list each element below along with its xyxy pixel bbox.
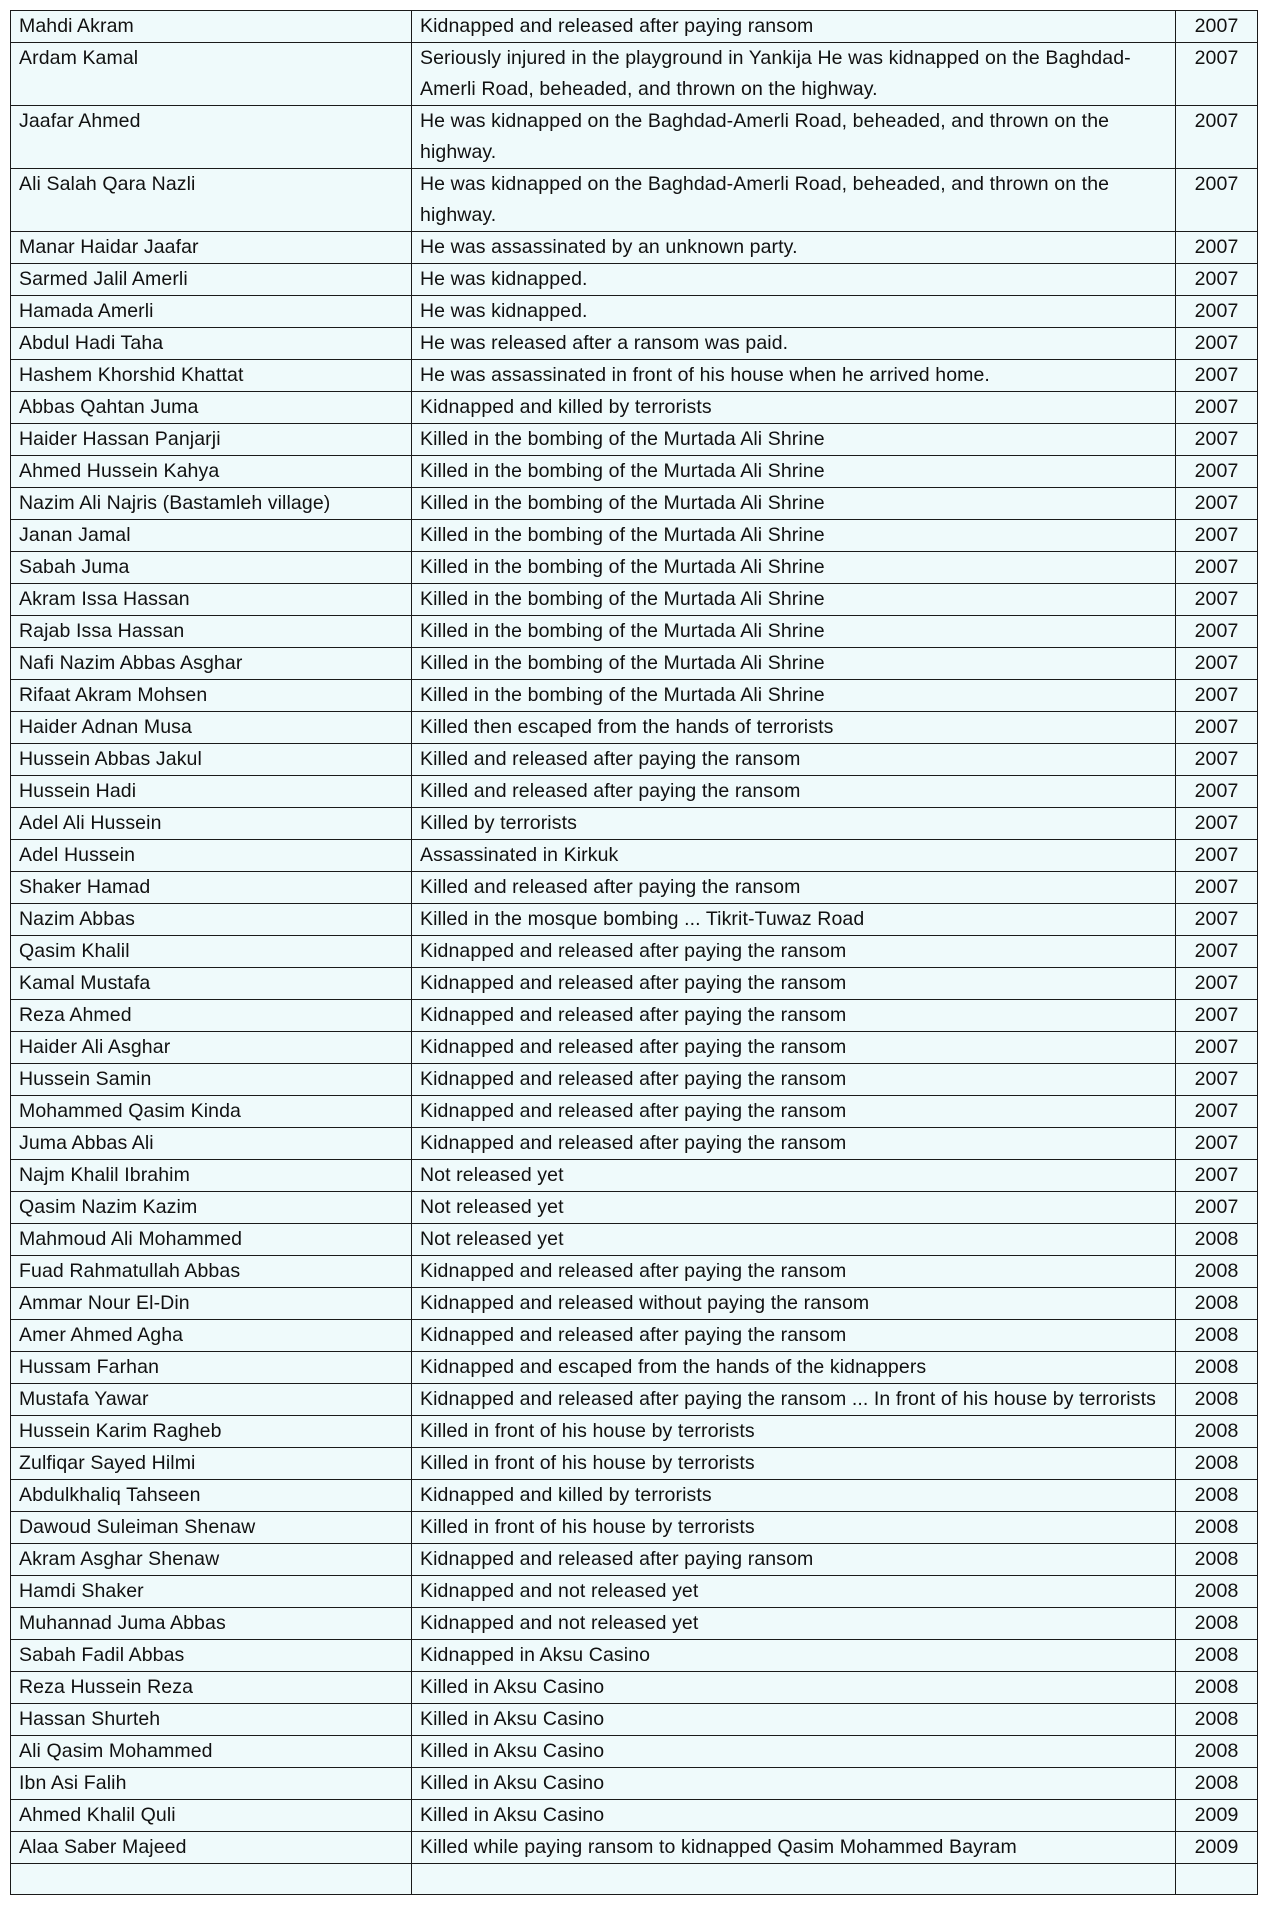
- name-cell: Nazim Abbas: [11, 904, 412, 936]
- name-cell: Hussein Karim Ragheb: [11, 1416, 412, 1448]
- name-cell: Hashem Khorshid Khattat: [11, 360, 412, 392]
- year-cell: 2007: [1176, 11, 1258, 43]
- event-cell: Killed in Aksu Casino: [412, 1800, 1176, 1832]
- year-cell: 2008: [1176, 1256, 1258, 1288]
- name-cell: Juma Abbas Ali: [11, 1128, 412, 1160]
- event-cell: Not released yet: [412, 1160, 1176, 1192]
- event-cell: He was kidnapped on the Baghdad-Amerli Road, beheaded, and thrown on the highway.: [412, 169, 1176, 232]
- table-row: [11, 456, 1258, 488]
- year-cell: 2007: [1176, 1128, 1258, 1160]
- table-row: [11, 616, 1258, 648]
- year-cell: 2007: [1176, 232, 1258, 264]
- table-row: [11, 1480, 1258, 1512]
- event-cell: Assassinated in Kirkuk: [412, 840, 1176, 872]
- name-cell: Sabah Fadil Abbas: [11, 1640, 412, 1672]
- table-row: [11, 1640, 1258, 1672]
- event-cell: Kidnapped and not released yet: [412, 1608, 1176, 1640]
- records-body: [11, 11, 1258, 1895]
- name-cell: Zulfiqar Sayed Hilmi: [11, 1448, 412, 1480]
- name-cell: Hassan Shurteh: [11, 1704, 412, 1736]
- name-cell: Adel Hussein: [11, 840, 412, 872]
- table-row: [11, 1544, 1258, 1576]
- year-cell: 2007: [1176, 936, 1258, 968]
- year-cell: 2007: [1176, 904, 1258, 936]
- table-row: [11, 424, 1258, 456]
- year-cell: 2008: [1176, 1640, 1258, 1672]
- name-cell: Hussein Hadi: [11, 776, 412, 808]
- year-cell: 2008: [1176, 1736, 1258, 1768]
- event-cell: Killed in the bombing of the Murtada Ali Shrine: [412, 424, 1176, 456]
- year-cell: 2007: [1176, 648, 1258, 680]
- name-cell: Hussein Abbas Jakul: [11, 744, 412, 776]
- event-cell: Killed in Aksu Casino: [412, 1736, 1176, 1768]
- table-row: [11, 648, 1258, 680]
- table-row: [11, 328, 1258, 360]
- table-row: [11, 1800, 1258, 1832]
- name-cell: Mahmoud Ali Mohammed: [11, 1224, 412, 1256]
- name-cell: Mohammed Qasim Kinda: [11, 1096, 412, 1128]
- name-cell: Nazim Ali Najris (Bastamleh village): [11, 488, 412, 520]
- year-cell: 2007: [1176, 43, 1258, 106]
- year-cell: 2007: [1176, 552, 1258, 584]
- name-cell: Fuad Rahmatullah Abbas: [11, 1256, 412, 1288]
- event-cell: Killed in front of his house by terrorists: [412, 1448, 1176, 1480]
- table-row: [11, 776, 1258, 808]
- event-cell: Killed by terrorists: [412, 808, 1176, 840]
- event-cell: Killed in front of his house by terrorists: [412, 1512, 1176, 1544]
- name-cell: Rajab Issa Hassan: [11, 616, 412, 648]
- table-row: [11, 872, 1258, 904]
- event-cell: Killed and released after paying the ransom: [412, 744, 1176, 776]
- table-row: [11, 1032, 1258, 1064]
- table-row: [11, 1864, 1258, 1895]
- table-row: [11, 232, 1258, 264]
- table-row: [11, 1416, 1258, 1448]
- year-cell: 2008: [1176, 1768, 1258, 1800]
- name-cell: Ahmed Khalil Quli: [11, 1800, 412, 1832]
- event-cell: He was kidnapped.: [412, 264, 1176, 296]
- table-row: [11, 968, 1258, 1000]
- event-cell: Killed in Aksu Casino: [412, 1704, 1176, 1736]
- event-cell: Killed in front of his house by terrorists: [412, 1416, 1176, 1448]
- year-cell: 2007: [1176, 1000, 1258, 1032]
- event-cell: Kidnapped and released after paying the ransom: [412, 936, 1176, 968]
- name-cell: Manar Haidar Jaafar: [11, 232, 412, 264]
- name-cell: Dawoud Suleiman Shenaw: [11, 1512, 412, 1544]
- name-cell: Muhannad Juma Abbas: [11, 1608, 412, 1640]
- year-cell: [1176, 1864, 1258, 1895]
- name-cell: Qasim Khalil: [11, 936, 412, 968]
- event-cell: He was assassinated by an unknown party.: [412, 232, 1176, 264]
- name-cell: Amer Ahmed Agha: [11, 1320, 412, 1352]
- year-cell: 2008: [1176, 1288, 1258, 1320]
- year-cell: 2007: [1176, 488, 1258, 520]
- table-row: [11, 1352, 1258, 1384]
- year-cell: 2008: [1176, 1576, 1258, 1608]
- year-cell: 2008: [1176, 1672, 1258, 1704]
- year-cell: 2007: [1176, 392, 1258, 424]
- year-cell: 2007: [1176, 1032, 1258, 1064]
- name-cell: Abbas Qahtan Juma: [11, 392, 412, 424]
- table-row: [11, 1608, 1258, 1640]
- table-row: [11, 1736, 1258, 1768]
- year-cell: 2007: [1176, 616, 1258, 648]
- name-cell: Hussam Farhan: [11, 1352, 412, 1384]
- year-cell: 2009: [1176, 1800, 1258, 1832]
- event-cell: Kidnapped and released after paying ransom: [412, 11, 1176, 43]
- table-row: [11, 106, 1258, 169]
- name-cell: Ali Salah Qara Nazli: [11, 169, 412, 232]
- name-cell: Shaker Hamad: [11, 872, 412, 904]
- event-cell: Killed in the bombing of the Murtada Ali Shrine: [412, 680, 1176, 712]
- event-cell: He was kidnapped on the Baghdad-Amerli Road, beheaded, and thrown on the highway.: [412, 106, 1176, 169]
- name-cell: Kamal Mustafa: [11, 968, 412, 1000]
- table-row: [11, 1288, 1258, 1320]
- table-row: [11, 296, 1258, 328]
- name-cell: Qasim Nazim Kazim: [11, 1192, 412, 1224]
- name-cell: Akram Issa Hassan: [11, 584, 412, 616]
- name-cell: Abdul Hadi Taha: [11, 328, 412, 360]
- event-cell: Killed in Aksu Casino: [412, 1768, 1176, 1800]
- year-cell: 2007: [1176, 424, 1258, 456]
- name-cell: Nafi Nazim Abbas Asghar: [11, 648, 412, 680]
- name-cell: Hamdi Shaker: [11, 1576, 412, 1608]
- event-cell: Kidnapped and released after paying the ransom: [412, 1032, 1176, 1064]
- name-cell: [11, 1864, 412, 1895]
- year-cell: 2008: [1176, 1704, 1258, 1736]
- table-row: [11, 1096, 1258, 1128]
- year-cell: 2008: [1176, 1608, 1258, 1640]
- name-cell: Sarmed Jalil Amerli: [11, 264, 412, 296]
- name-cell: Janan Jamal: [11, 520, 412, 552]
- year-cell: 2007: [1176, 169, 1258, 232]
- year-cell: 2008: [1176, 1448, 1258, 1480]
- event-cell: Killed in the bombing of the Murtada Ali Shrine: [412, 616, 1176, 648]
- event-cell: Kidnapped and released after paying ransom: [412, 1544, 1176, 1576]
- year-cell: 2008: [1176, 1352, 1258, 1384]
- table-row: [11, 712, 1258, 744]
- year-cell: 2007: [1176, 328, 1258, 360]
- event-cell: Kidnapped and released after paying the ransom ... In front of his house by terrorists: [412, 1384, 1176, 1416]
- event-cell: Kidnapped and released after paying the ransom: [412, 1064, 1176, 1096]
- event-cell: Killed and released after paying the ransom: [412, 776, 1176, 808]
- year-cell: 2007: [1176, 106, 1258, 169]
- table-row: [11, 680, 1258, 712]
- event-cell: Killed in the bombing of the Murtada Ali Shrine: [412, 648, 1176, 680]
- event-cell: Kidnapped and released after paying the ransom: [412, 1000, 1176, 1032]
- event-cell: Not released yet: [412, 1224, 1176, 1256]
- table-row: [11, 584, 1258, 616]
- table-row: [11, 1224, 1258, 1256]
- event-cell: He was kidnapped.: [412, 296, 1176, 328]
- year-cell: 2008: [1176, 1544, 1258, 1576]
- table-row: [11, 1448, 1258, 1480]
- event-cell: Killed while paying ransom to kidnapped Qasim Mohammed Bayram: [412, 1832, 1176, 1864]
- event-cell: Killed and released after paying the ransom: [412, 872, 1176, 904]
- year-cell: 2007: [1176, 1160, 1258, 1192]
- table-row: [11, 1064, 1258, 1096]
- table-row: [11, 1768, 1258, 1800]
- name-cell: Reza Hussein Reza: [11, 1672, 412, 1704]
- event-cell: Seriously injured in the playground in Yankija He was kidnapped on the Baghdad-Amerli Road, beheaded, and thrown on the highway.: [412, 43, 1176, 106]
- name-cell: Abdulkhaliq Tahseen: [11, 1480, 412, 1512]
- year-cell: 2008: [1176, 1320, 1258, 1352]
- event-cell: Kidnapped and escaped from the hands of the kidnappers: [412, 1352, 1176, 1384]
- table-row: [11, 936, 1258, 968]
- year-cell: 2007: [1176, 456, 1258, 488]
- table-row: [11, 808, 1258, 840]
- table-row: [11, 1512, 1258, 1544]
- year-cell: 2007: [1176, 1096, 1258, 1128]
- table-row: [11, 520, 1258, 552]
- table-row: [11, 1192, 1258, 1224]
- name-cell: Hussein Samin: [11, 1064, 412, 1096]
- event-cell: [412, 1864, 1176, 1895]
- name-cell: Ibn Asi Falih: [11, 1768, 412, 1800]
- name-cell: Ahmed Hussein Kahya: [11, 456, 412, 488]
- table-row: [11, 1160, 1258, 1192]
- name-cell: Akram Asghar Shenaw: [11, 1544, 412, 1576]
- table-row: [11, 264, 1258, 296]
- year-cell: 2007: [1176, 680, 1258, 712]
- name-cell: Jaafar Ahmed: [11, 106, 412, 169]
- name-cell: Ali Qasim Mohammed: [11, 1736, 412, 1768]
- table-row: [11, 360, 1258, 392]
- table-row: [11, 904, 1258, 936]
- event-cell: Killed then escaped from the hands of terrorists: [412, 712, 1176, 744]
- year-cell: 2007: [1176, 808, 1258, 840]
- year-cell: 2007: [1176, 872, 1258, 904]
- year-cell: 2007: [1176, 296, 1258, 328]
- year-cell: 2007: [1176, 840, 1258, 872]
- year-cell: 2008: [1176, 1416, 1258, 1448]
- event-cell: Kidnapped in Aksu Casino: [412, 1640, 1176, 1672]
- event-cell: Kidnapped and released without paying the ransom: [412, 1288, 1176, 1320]
- event-cell: Kidnapped and released after paying the ransom: [412, 1096, 1176, 1128]
- records-table: [10, 10, 1258, 1895]
- year-cell: 2007: [1176, 968, 1258, 1000]
- table-row: [11, 11, 1258, 43]
- year-cell: 2007: [1176, 776, 1258, 808]
- table-row: [11, 1576, 1258, 1608]
- table-row: [11, 1832, 1258, 1864]
- event-cell: Killed in the bombing of the Murtada Ali Shrine: [412, 552, 1176, 584]
- year-cell: 2007: [1176, 360, 1258, 392]
- table-row: [11, 392, 1258, 424]
- event-cell: Kidnapped and not released yet: [412, 1576, 1176, 1608]
- name-cell: Haider Ali Asghar: [11, 1032, 412, 1064]
- name-cell: Mahdi Akram: [11, 11, 412, 43]
- event-cell: Kidnapped and killed by terrorists: [412, 1480, 1176, 1512]
- table-row: [11, 1320, 1258, 1352]
- year-cell: 2007: [1176, 584, 1258, 616]
- year-cell: 2007: [1176, 1192, 1258, 1224]
- year-cell: 2007: [1176, 1064, 1258, 1096]
- event-cell: He was assassinated in front of his house when he arrived home.: [412, 360, 1176, 392]
- year-cell: 2008: [1176, 1512, 1258, 1544]
- year-cell: 2007: [1176, 264, 1258, 296]
- table-row: [11, 1672, 1258, 1704]
- name-cell: Mustafa Yawar: [11, 1384, 412, 1416]
- year-cell: 2007: [1176, 520, 1258, 552]
- event-cell: Killed in the bombing of the Murtada Ali Shrine: [412, 520, 1176, 552]
- name-cell: Haider Adnan Musa: [11, 712, 412, 744]
- name-cell: Najm Khalil Ibrahim: [11, 1160, 412, 1192]
- name-cell: Reza Ahmed: [11, 1000, 412, 1032]
- year-cell: 2009: [1176, 1832, 1258, 1864]
- event-cell: He was released after a ransom was paid.: [412, 328, 1176, 360]
- table-row: [11, 1384, 1258, 1416]
- year-cell: 2008: [1176, 1480, 1258, 1512]
- name-cell: Ardam Kamal: [11, 43, 412, 106]
- name-cell: Hamada Amerli: [11, 296, 412, 328]
- year-cell: 2008: [1176, 1224, 1258, 1256]
- event-cell: Killed in the mosque bombing ... Tikrit-Tuwaz Road: [412, 904, 1176, 936]
- name-cell: Rifaat Akram Mohsen: [11, 680, 412, 712]
- event-cell: Not released yet: [412, 1192, 1176, 1224]
- name-cell: Adel Ali Hussein: [11, 808, 412, 840]
- year-cell: 2007: [1176, 744, 1258, 776]
- table-row: [11, 1128, 1258, 1160]
- event-cell: Kidnapped and killed by terrorists: [412, 392, 1176, 424]
- table-row: [11, 169, 1258, 232]
- event-cell: Kidnapped and released after paying the ransom: [412, 1320, 1176, 1352]
- name-cell: Alaa Saber Majeed: [11, 1832, 412, 1864]
- table-row: [11, 43, 1258, 106]
- table-row: [11, 552, 1258, 584]
- table-row: [11, 1704, 1258, 1736]
- event-cell: Kidnapped and released after paying the ransom: [412, 968, 1176, 1000]
- event-cell: Killed in the bombing of the Murtada Ali Shrine: [412, 584, 1176, 616]
- event-cell: Killed in the bombing of the Murtada Ali Shrine: [412, 488, 1176, 520]
- event-cell: Kidnapped and released after paying the ransom: [412, 1256, 1176, 1288]
- table-row: [11, 840, 1258, 872]
- event-cell: Kidnapped and released after paying the ransom: [412, 1128, 1176, 1160]
- year-cell: 2008: [1176, 1384, 1258, 1416]
- name-cell: Ammar Nour El-Din: [11, 1288, 412, 1320]
- year-cell: 2007: [1176, 712, 1258, 744]
- event-cell: Killed in the bombing of the Murtada Ali Shrine: [412, 456, 1176, 488]
- name-cell: Sabah Juma: [11, 552, 412, 584]
- name-cell: Haider Hassan Panjarji: [11, 424, 412, 456]
- table-row: [11, 488, 1258, 520]
- event-cell: Killed in Aksu Casino: [412, 1672, 1176, 1704]
- table-row: [11, 1256, 1258, 1288]
- table-row: [11, 744, 1258, 776]
- table-row: [11, 1000, 1258, 1032]
